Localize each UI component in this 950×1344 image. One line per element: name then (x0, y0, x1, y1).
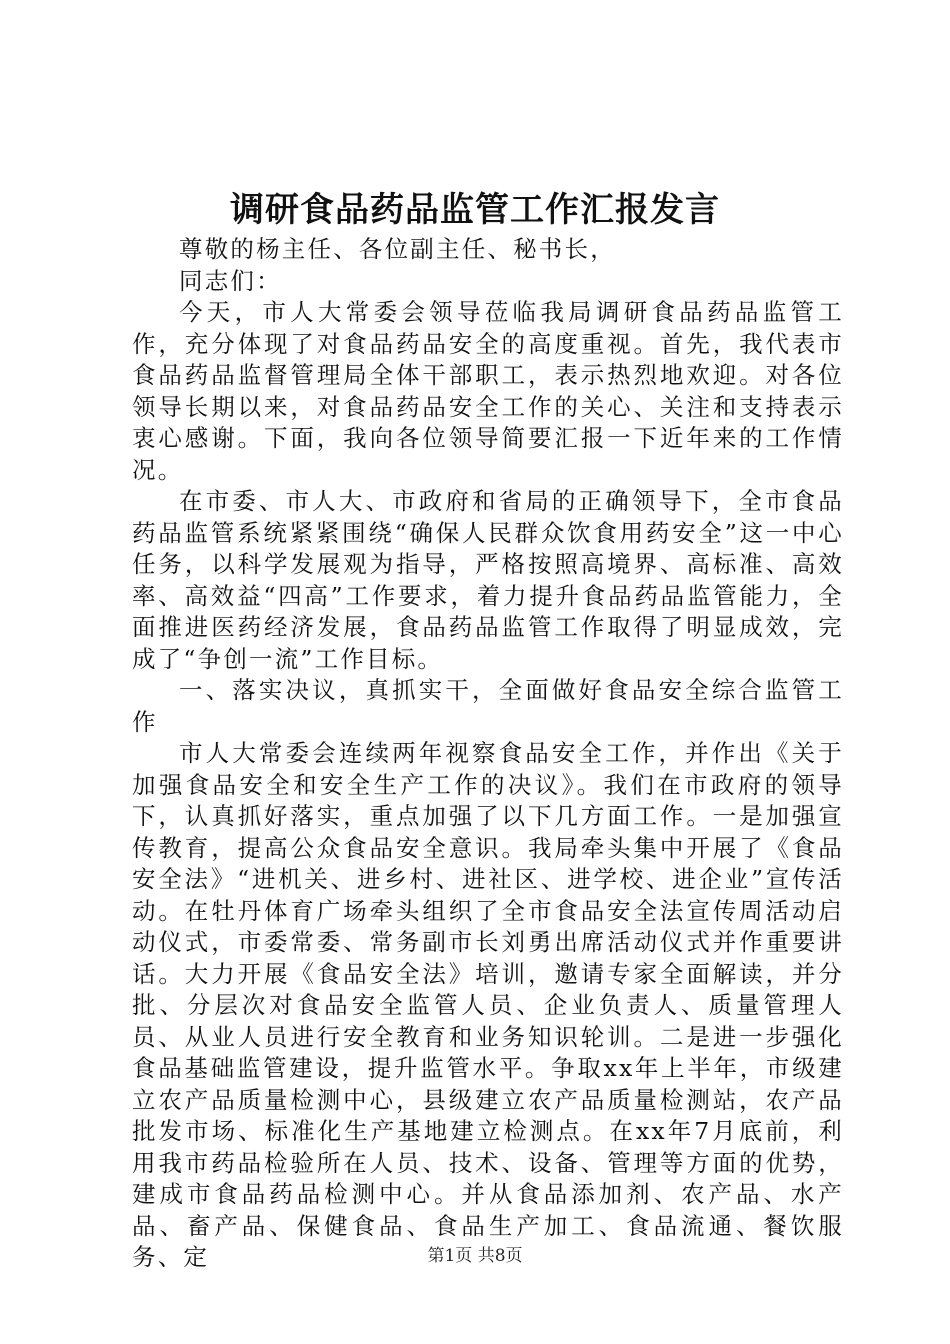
paragraph-section-1: 市人大常委会连续两年视察食品安全工作，并作出《关于加强食品安全和安全生产工作的决议》。我们在市政府的领导下，认真抓好落实，重点加强了以下几方面工作。一是加强宣传教育，提高公众食品安全意识。我局牵头集中开展了《食品安全法》“进机关、进乡村、进社区、进学校、进企业”宣传活动。在牡丹体育广场牵头组织了全市食品安全法宣传周活动启动仪式，市委常委、常务副市长刘勇出席活动仪式并作重要讲话。大力开展《食品安全法》培训，邀请专家全面解读，并分批、分层次对食品安全监管人员、企业负责人、质量管理人员、从业人员进行安全教育和业务知识轮训。二是进一步强化食品基础监管建设，提升监管水平。争取xx年上半年，市级建立农产品质量检测中心，县级建立农产品质量检测站，农产品批发市场、标准化生产基地建立检测点。在xx年7月底前，利用我市药品检验所在人员、技术、设备、管理等方面的优势，建成市食品药品检测中心。并从食品添加剂、农产品、水产品、畜产品、保健食品、食品生产加工、食品流通、餐饮服务、定 (132, 739, 844, 1271)
paragraph-intro: 今天，市人大常委会领导莅临我局调研食品药品监管工作，充分体现了对食品药品安全的高度重视。首先，我代表市食品药品监督管理局全体干部职工，表示热烈地欢迎。对各位领导长期以来，对食品药品安全工作的关心、关注和支持表示衷心感谢。下面，我向各位领导简要汇报一下近年来的工作情况。 (132, 298, 844, 484)
document-body (132, 234, 844, 1274)
greeting: 同志们： (179, 266, 282, 295)
paragraph-overview: 在市委、市人大、市政府和省局的正确领导下，全市食品药品监管系统紧紧围绕“确保人民群众饮食用药安全”这一中心任务，以科学发展观为指导，严格按照高境界、高标准、高效率、高效益“四高”工作要求，着力提升食品药品监管能力，全面推进医药经济发展，食品药品监管工作取得了明显成效，完成了“争创一流”工作目标。 (132, 487, 844, 673)
page-footer: 第1页 共8页 (427, 1246, 523, 1266)
salutation: 尊敬的杨主任、各位副主任、秘书长， (179, 235, 616, 263)
section-heading-1: 一、落实决议，真抓实干，全面做好食品安全综合监管工作 (132, 676, 844, 736)
document-title: 调研食品药品监管工作汇报发言 (230, 190, 720, 230)
